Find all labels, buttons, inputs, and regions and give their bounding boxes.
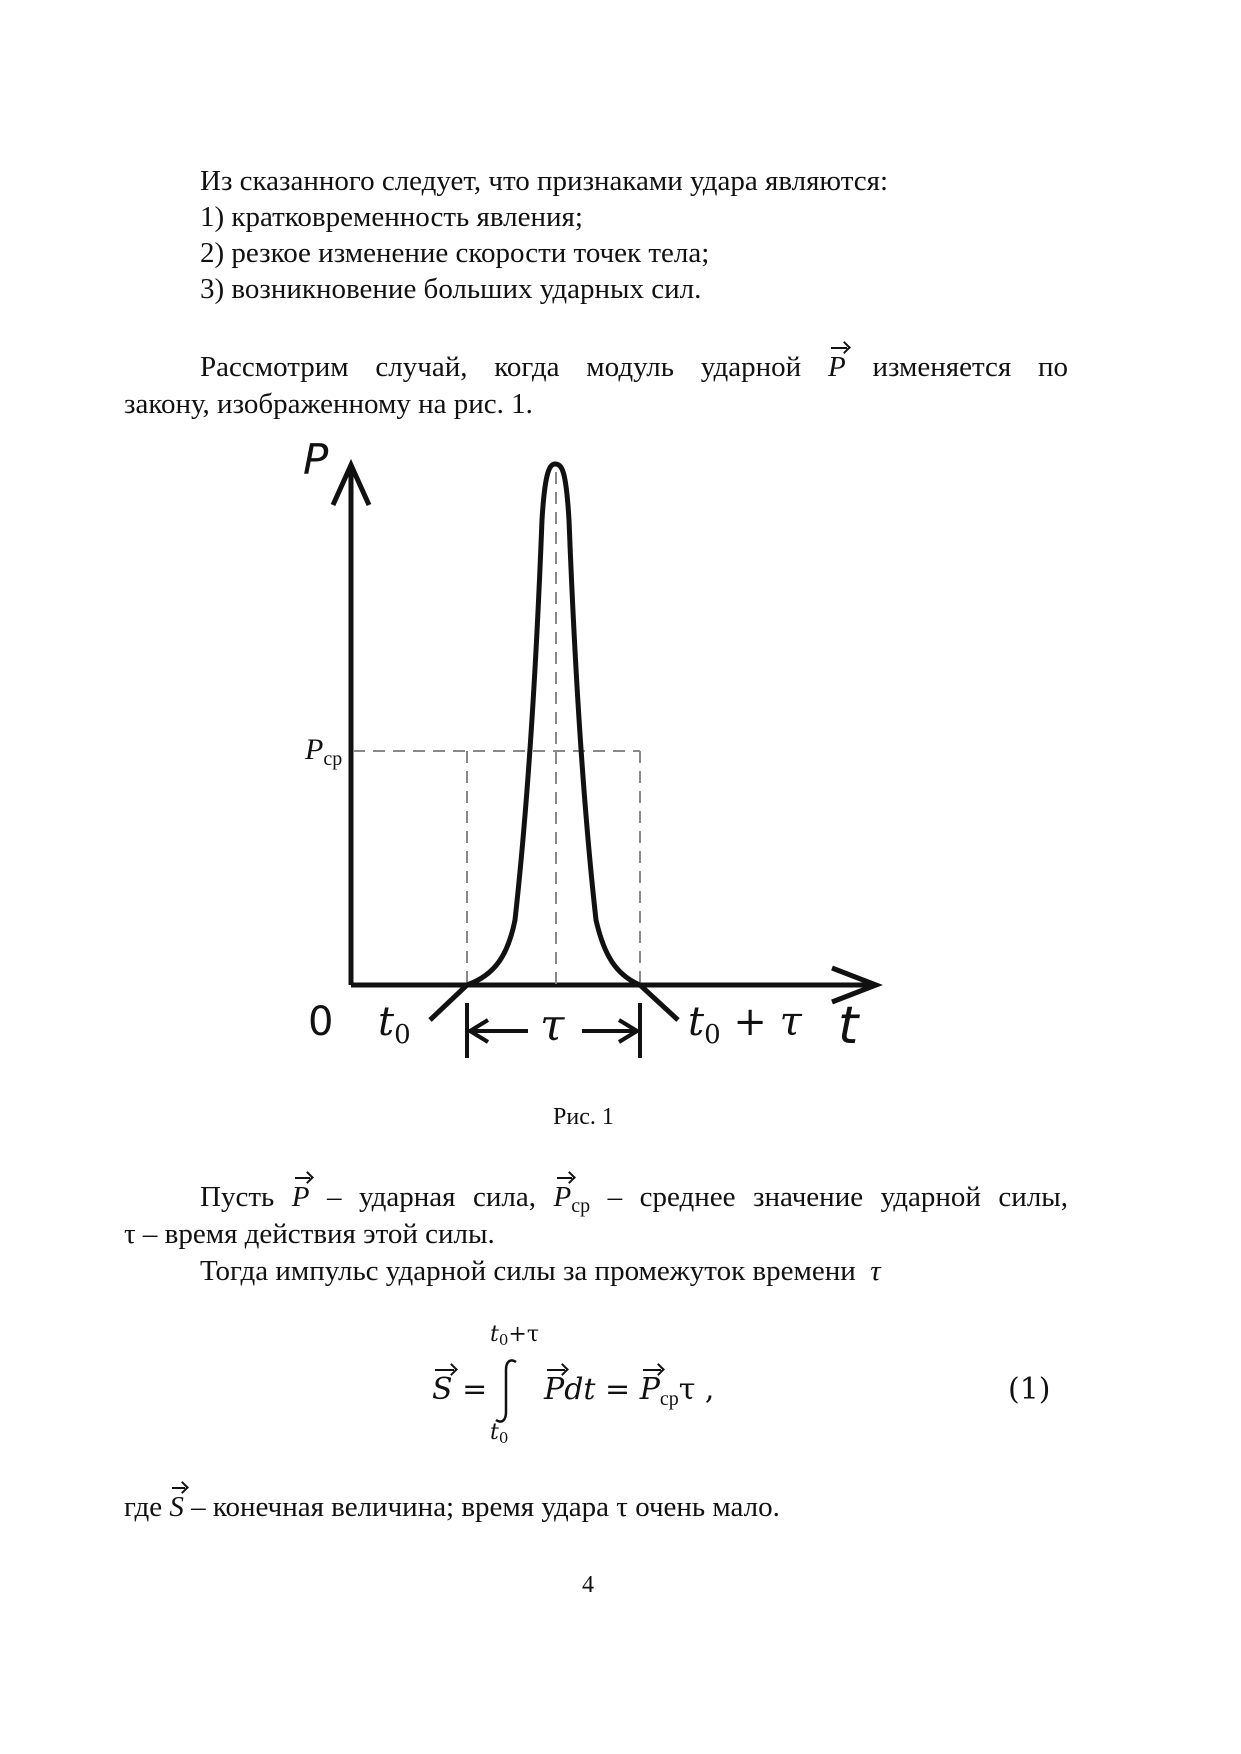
- vector-p: P: [544, 1372, 565, 1407]
- definitions-line-1: Пусть P – ударная сила, $P_{ср}$ – среднее значение ударной силы,: [200, 1181, 1069, 1217]
- definitions-line-2: τ – время действия этой силы.: [124, 1218, 495, 1250]
- vector-s: S: [432, 1372, 453, 1407]
- consider-line-2: закону, изображенному на рис. 1.: [124, 388, 533, 420]
- y-axis-label: P: [303, 435, 329, 484]
- list-item-3: 3) возникновение больших ударных сил.: [200, 273, 702, 305]
- integral-lower-limit: $t_0$: [490, 1420, 509, 1447]
- intro-line: Из сказанного следует, что признаками удара являются:: [200, 165, 889, 197]
- vector-s: S: [169, 1491, 184, 1523]
- t0-label: $t_0$: [378, 999, 411, 1050]
- formula-number: (1): [1008, 1372, 1051, 1407]
- x-axis-label: t: [838, 996, 859, 1056]
- vector-p: P: [827, 351, 846, 383]
- vector-p-avg: P: [553, 1181, 572, 1213]
- integral-sign: [488, 1356, 528, 1426]
- integral-upper-limit: $t_0+\tau$: [490, 1322, 539, 1349]
- list-item-2: 2) резкое изменение скорости точек тела;: [200, 237, 710, 269]
- figure-caption: Рис. 1: [553, 1104, 614, 1130]
- list-item-1: 1) кратковременность явления;: [200, 201, 583, 233]
- origin-label: 0: [308, 999, 334, 1045]
- consider-line-1: Рассмотрим случай, когда модуль ударной P изменяется по: [200, 351, 1069, 383]
- vector-p: P: [291, 1181, 310, 1213]
- tau-label: τ: [540, 1000, 565, 1051]
- formula-rhs: Pdt = $P_{ср}\tau$ ,: [544, 1372, 715, 1410]
- definitions-line-3: Тогда импульс ударной силы за промежуток времени τ: [200, 1255, 881, 1287]
- p-avg-label: $P_{ср}$: [305, 733, 343, 770]
- vector-p-avg: P: [639, 1372, 660, 1407]
- formula-lhs: S =: [432, 1372, 488, 1407]
- t0-plus-tau-label: $t_0 + \tau$: [688, 999, 802, 1050]
- page-number: 4: [582, 1572, 594, 1598]
- conclusion-line: где S – конечная величина; время удара τ очень мало.: [124, 1491, 780, 1523]
